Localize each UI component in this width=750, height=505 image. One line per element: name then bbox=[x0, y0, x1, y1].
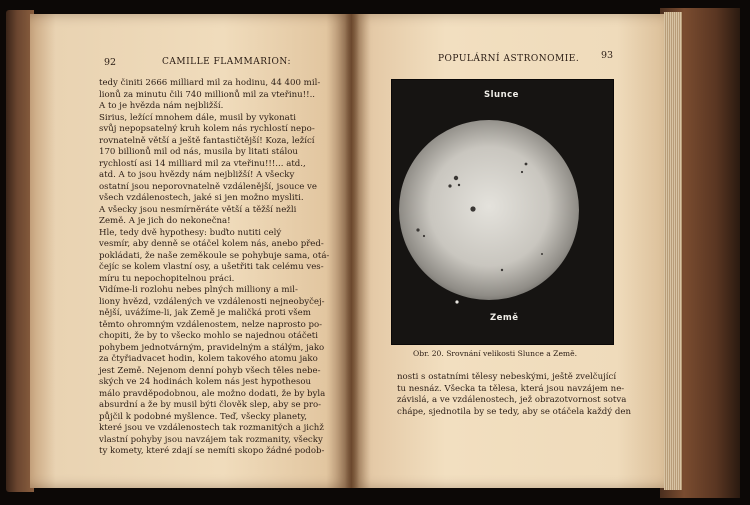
right-running-head: POPULÁRNÍ ASTRONOMIE. bbox=[438, 54, 580, 64]
text-line: Vidíme-li rozlohu nebes plných milliony a mil- bbox=[99, 285, 298, 295]
sun-disc bbox=[399, 120, 579, 300]
text-line: chopiti, že by to všecko mohlo se najednou otáčeti bbox=[99, 331, 318, 341]
earth-dot bbox=[455, 300, 458, 303]
text-line: Hle, tedy dvě hypothesy: buďto nutiti celý bbox=[99, 227, 282, 238]
text-line: lionů za minutu čili 740 millionů mil za vteřinu!!.. bbox=[99, 89, 316, 100]
text-line: atd. A to jsou hvězdy nám nejbližší! A všecky bbox=[99, 170, 295, 180]
text-line: rovnatelně větší a ještě fantastičtější! Koza, ležící bbox=[99, 135, 315, 146]
text-line: tedy činiti 2666 milliard mil za hodinu, 44 400 mil- bbox=[99, 78, 321, 88]
text-line: A všecky jsou nesmírněráte větší a těžší nežli bbox=[99, 204, 297, 215]
text-line: liony hvězd, vzdálených ve vzdálenosti nejneobyčej- bbox=[99, 296, 325, 307]
text-line: jest Země. Nejenom denní pohyb všech těles nebe- bbox=[99, 365, 321, 376]
text-line: pokládati, že naše zeměkoule se pohybuje sama, otá- bbox=[99, 250, 330, 261]
text-line: které jsou ve vzdálenostech tak rozmanitých a jichž bbox=[99, 423, 324, 433]
figure-caption: Obr. 20. Srovnání velikosti Slunce a Země. bbox=[413, 349, 578, 358]
text-line: vesmír, aby denně se otáčel kolem nás, anebo před- bbox=[99, 239, 324, 249]
text-line: těmto ohromným vzdálenostem, nelze naprosto po- bbox=[99, 319, 323, 330]
text-line: chápe, sjednotila by se tedy, aby se otáčela každý den bbox=[397, 406, 631, 417]
text-line: tu nesnáz. Všecka ta tělesa, která jsou navzájem ne- bbox=[397, 383, 625, 394]
text-line: pohybem jednotvárným, pravidelným a stálým, jako bbox=[99, 342, 325, 353]
sun-illustration bbox=[392, 80, 613, 344]
sun-earth-figure bbox=[391, 79, 614, 345]
page-stack-edge bbox=[664, 12, 682, 490]
text-line: 170 billionů mil od nás, musila by litati stálou bbox=[99, 147, 298, 157]
text-line: svůj nepopsatelný kruh kolem nás rychlostí nepo- bbox=[99, 124, 315, 134]
right-page-text bbox=[397, 372, 647, 418]
earth-label: Země bbox=[490, 313, 519, 323]
text-line: málo pravděpodobnou, ale možno dodati, že by byla bbox=[99, 388, 326, 399]
text-line: všech vzdálenostech, jaké si jen možno mysliti. bbox=[99, 193, 304, 203]
text-line: půjčil k podobné myšlence. Teď, všecky planety, bbox=[99, 411, 307, 422]
text-line: čejíc se kolem vlastní osy, a ušetřiti tak celému ves- bbox=[99, 262, 324, 272]
text-line: Země. A je jich do nekonečna! bbox=[99, 216, 231, 226]
text-line: ostatní jsou neporovnatelně vzdálenější, jsouce ve bbox=[99, 181, 317, 192]
text-line: nější, uvážíme-li, jak Země je maličká proti všem bbox=[99, 308, 311, 318]
text-line: A to je hvězda nám nejbližší. bbox=[99, 101, 224, 111]
text-line: míru tu nepochopitelnou práci. bbox=[99, 273, 235, 284]
left-running-head: CAMILLE FLAMMARION: bbox=[162, 57, 291, 67]
text-line: ty komety, které zdají se nemíti skopo žádné podob- bbox=[99, 446, 325, 456]
sun-label: Slunce bbox=[484, 90, 519, 100]
left-page-text bbox=[99, 78, 337, 458]
text-line: za čtyřiadvacet hodin, kolem takového atomu jako bbox=[99, 354, 318, 364]
left-page-number: 92 bbox=[104, 57, 117, 68]
text-line: závislá, a ve vzdálenostech, jež obrazotvornost sotva bbox=[397, 395, 627, 405]
text-line: absurdní a že by musil býti člověk slep, aby se pro- bbox=[99, 400, 322, 410]
text-line: vlastní pohyby jsou navzájem tak rozmanity, všecky bbox=[99, 434, 323, 445]
text-line: Sirius, ležící mnohem dále, musil by vykonati bbox=[99, 112, 296, 123]
text-line: nosti s ostatními tělesy nebeskými, ještě zvelčující bbox=[397, 372, 617, 382]
book-gutter bbox=[345, 14, 359, 488]
text-line: ských ve 24 hodinách kolem nás jest hypothesou bbox=[99, 377, 312, 387]
right-page-number: 93 bbox=[601, 50, 614, 61]
text-line: rychlostí asi 14 milliard mil za vteřinu!!!... atd., bbox=[99, 158, 306, 169]
